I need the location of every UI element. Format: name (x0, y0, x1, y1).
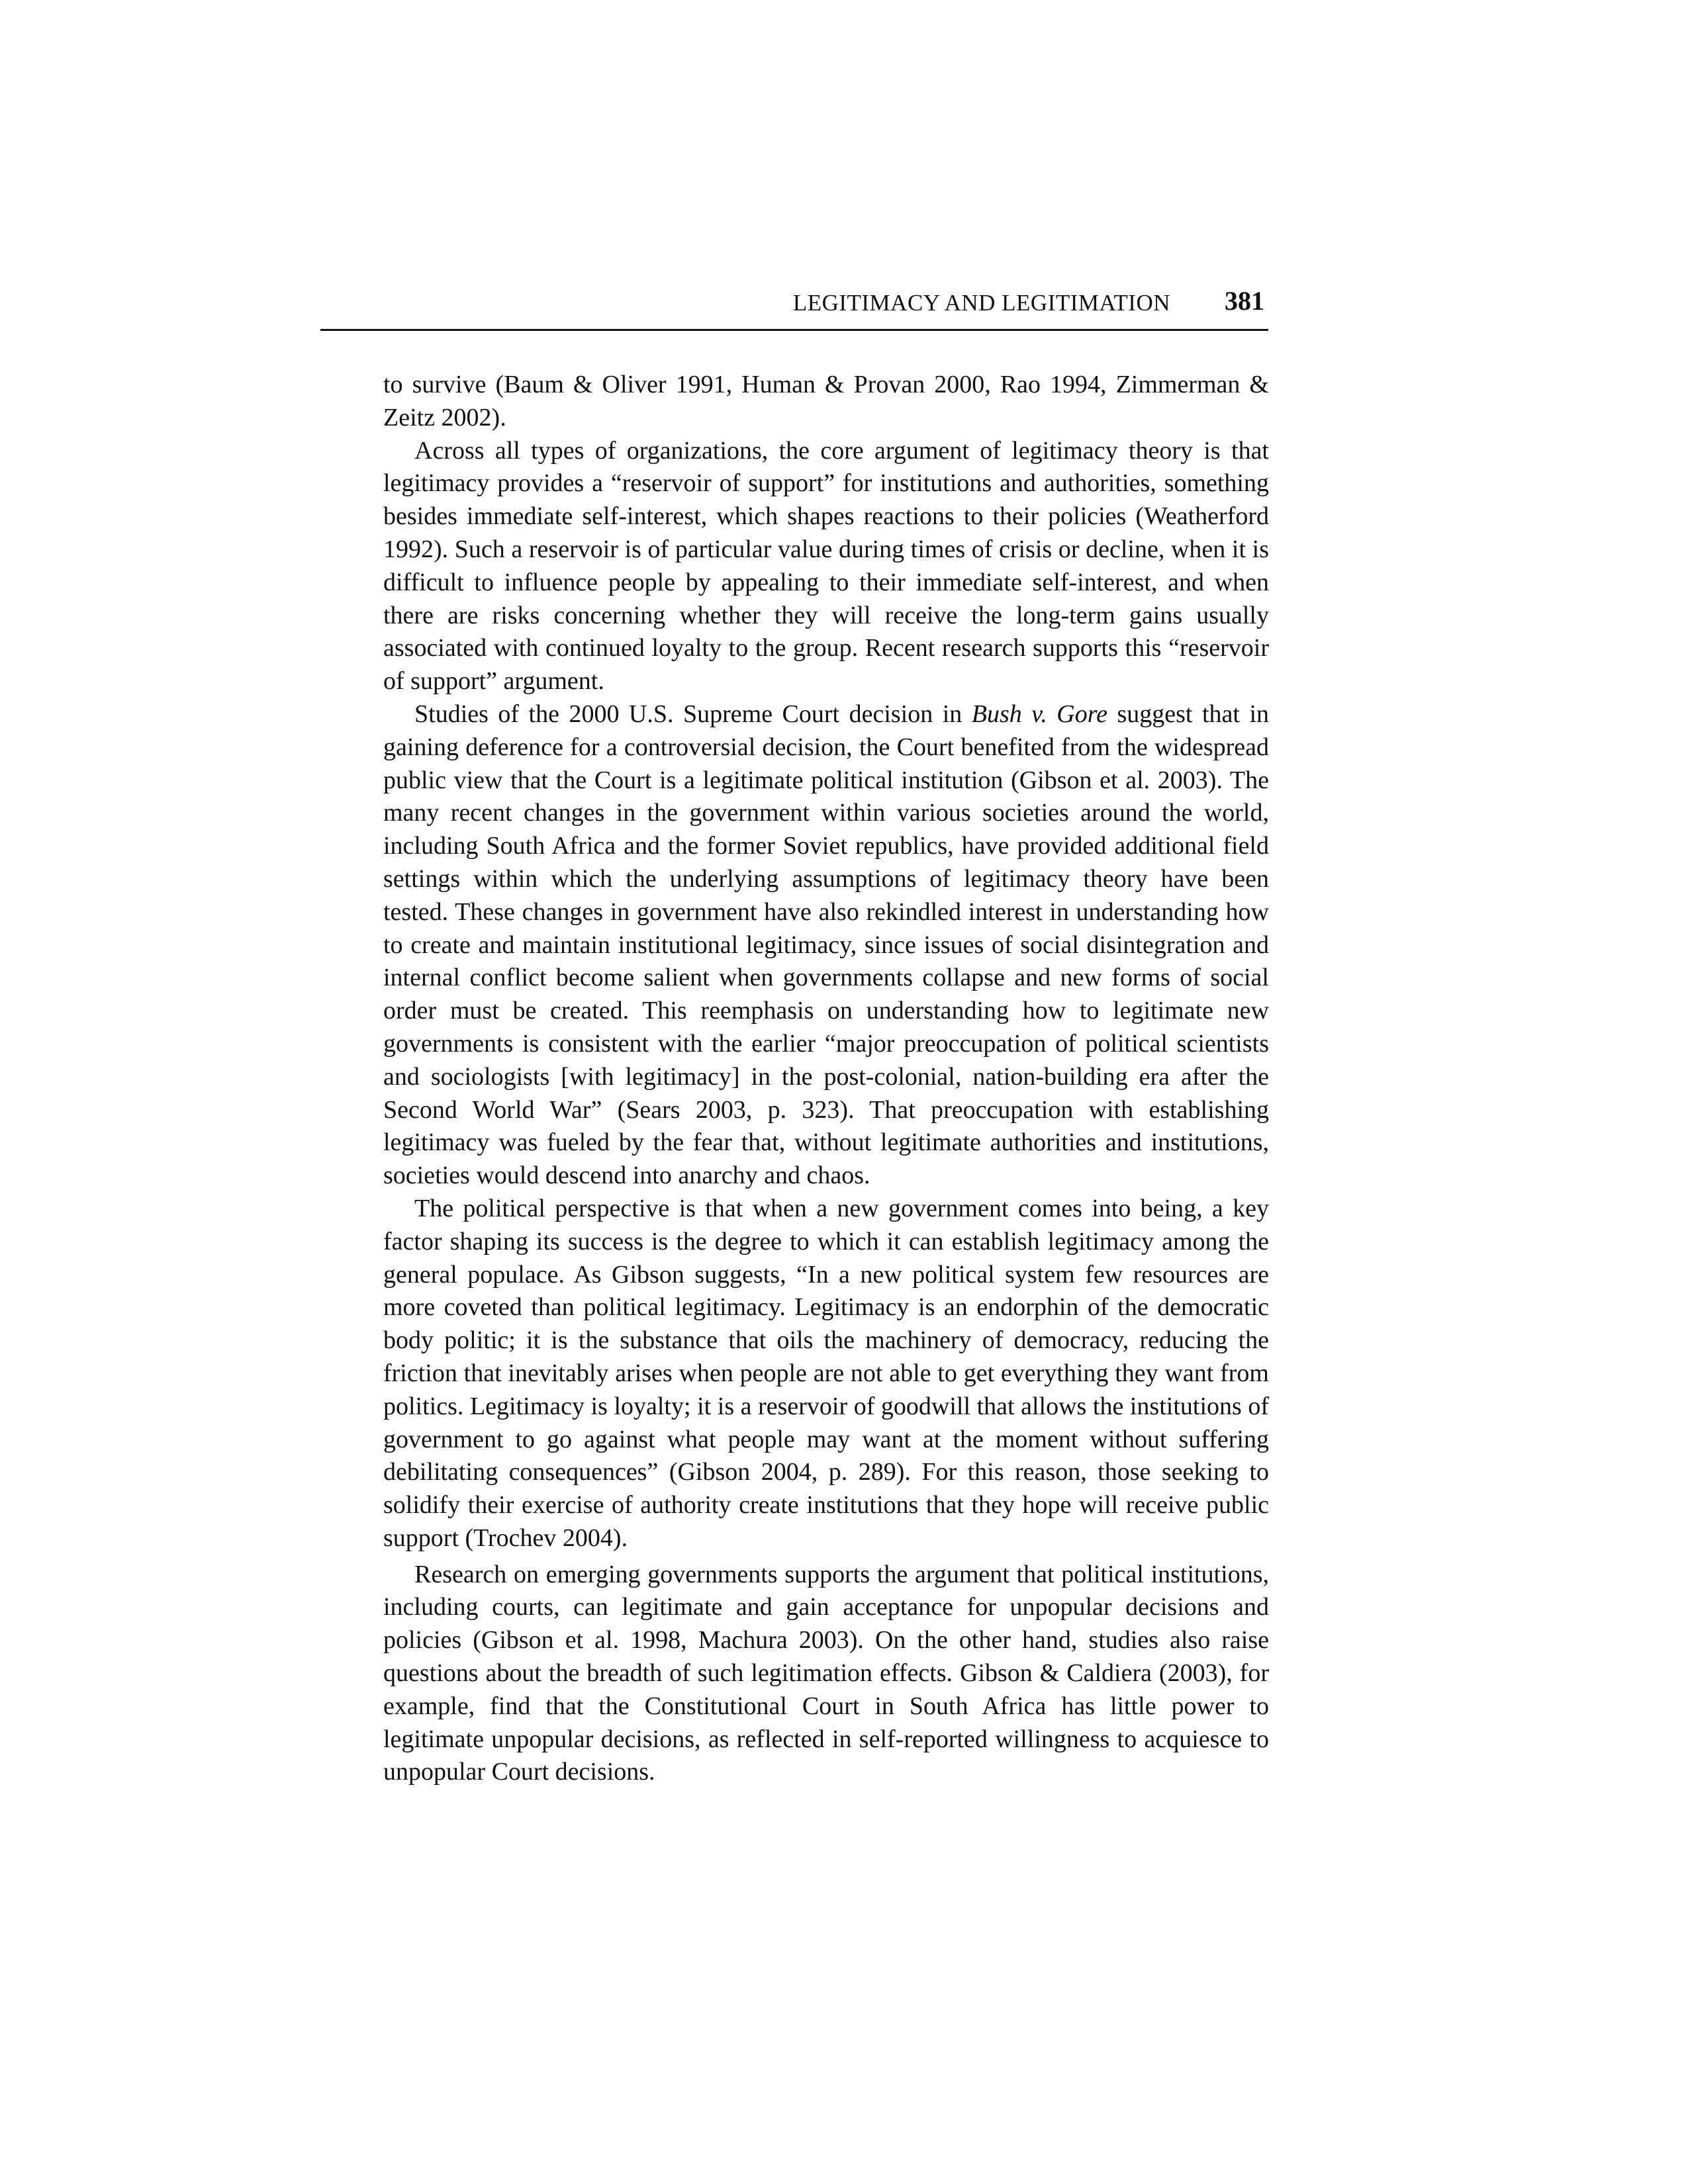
running-head: LEGITIMACY AND LEGITIMATION (792, 290, 1170, 316)
paragraph-bush-v-gore (383, 698, 1269, 1193)
page-number: 381 (1225, 286, 1264, 316)
paragraph-continued: to survive (Baum & Oliver 1991, Human & Provan 2000, Rao 1994, Zimmerman & Zeitz 2002). (383, 371, 1269, 432)
paragraph-text-before: Studies of the 2000 U.S. Supreme Court decision in (414, 700, 972, 728)
case-name: Bush v. Gore (971, 700, 1107, 728)
paragraph-emerging-governments: Research on emerging governments supports the argument that political institutions, including courts, can legitimate and gain acceptance for unpopular decisions and policies (Gibson et al. 1998, Machura 2003). On the other hand, studies also raise questions about the breadth of such legitimation effects. Gibson & Caldiera (2003), for example, find that the Constitutional Court in South Africa has little power to legitimate unpopular decisions, as reflected in self-reported willingness to acquiesce to unpopular Court decisions. (383, 1560, 1269, 1786)
page-header (320, 283, 1268, 331)
body-text (383, 369, 1269, 1789)
paragraph-reservoir-of-support: Across all types of organizations, the core argument of legitimacy theory is that legitimacy provides a “reservoir of support” for institutions and authorities, something besides immediate self-interest, which shapes reactions to their policies (Weatherford 1992). Such a reservoir is of particular value during times of crisis or decline, when it is difficult to influence people by appealing to their immediate self-interest, and when there are risks concerning whether they will receive the long-term gains usually associated with continued loyalty to the group. Recent research supports this “reservoir of support” argument. (383, 436, 1269, 696)
paragraph-text-after: suggest that in gaining deference for a controversial decision, the Court benefited from the widespread public view that the Court is a legitimate political institution (Gibson et al. 2003). The many recent changes in the government within various societies around the world, including South Africa and the former Soviet republics, have provided additional field settings within which the underlying assumptions of legitimacy theory have been tested. These changes in government have also rekindled interest in understanding how to create and maintain institutional legitimacy, since issues of social disintegration and internal conflict become salient when governments collapse and new forms of social order must be created. This reemphasis on understanding how to legitimate new governments is consistent with the earlier “major preoccupation of political scientists and sociologists [with legitimacy] in the post-colonial, nation-building era after the Second World War” (Sears 2003, p. 323). That preoccupation with establishing legitimacy was fueled by the fear that, without legitimate authorities and institutions, societies would descend into anarchy and chaos. (383, 700, 1270, 1190)
paragraph-political-perspective: The political perspective is that when a new government comes into being, a key factor shaping its success is the degree to which it can establish legitimacy among the general populace. As Gibson suggests, “In a new political system few resources are more coveted than political legitimacy. Legitimacy is an endorphin of the democratic body politic; it is the substance that oils the machinery of democracy, reducing the friction that inevitably arises when people are not able to get everything they want from politics. Legitimacy is loyalty; it is a reservoir of goodwill that allows the institutions of government to go against what people may want at the moment without suffering debilitating consequences” (Gibson 2004, p. 289). For this reason, those seeking to solidify their exercise of authority create institutions that they hope will receive public support (Trochev 2004). (383, 1194, 1269, 1552)
